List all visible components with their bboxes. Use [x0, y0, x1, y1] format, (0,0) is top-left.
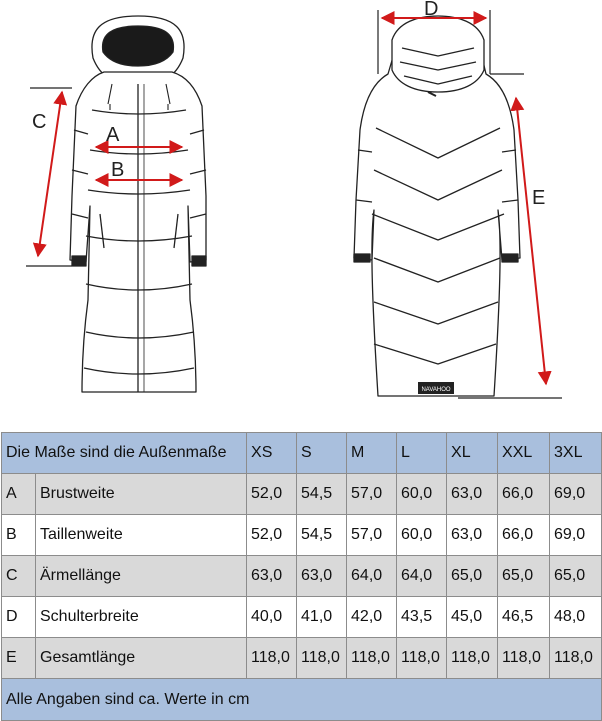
row-value: 54,5 [297, 474, 347, 515]
row-value: 64,0 [397, 556, 447, 597]
size-table [1, 432, 602, 721]
footer-note: Alle Angaben sind ca. Werte in cm [2, 679, 602, 721]
dimension-label-d: D [424, 0, 439, 20]
row-name: Ärmellänge [36, 556, 247, 597]
row-value: 43,5 [397, 597, 447, 638]
row-value: 54,5 [297, 515, 347, 556]
row-value: 46,5 [498, 597, 550, 638]
size-header: XL [447, 433, 498, 474]
row-name: Schulterbreite [36, 597, 247, 638]
coat-back-drawing [354, 16, 520, 396]
row-value: 60,0 [397, 515, 447, 556]
table-footer [2, 679, 602, 721]
row-value: 57,0 [347, 474, 397, 515]
size-header: XS [247, 433, 297, 474]
row-value: 40,0 [247, 597, 297, 638]
row-value: 65,0 [550, 556, 602, 597]
table-row [2, 556, 602, 597]
row-value: 69,0 [550, 515, 602, 556]
dimension-label-a: A [106, 124, 120, 146]
row-key: A [2, 474, 36, 515]
size-header: 3XL [550, 433, 602, 474]
row-key: D [2, 597, 36, 638]
coat-label-text: NAVAHOO [421, 387, 451, 393]
dimension-arrow-e [516, 98, 546, 384]
row-value: 63,0 [447, 515, 498, 556]
row-value: 52,0 [247, 515, 297, 556]
row-value: 42,0 [347, 597, 397, 638]
row-value: 63,0 [447, 474, 498, 515]
row-value: 63,0 [297, 556, 347, 597]
row-key: B [2, 515, 36, 556]
row-key: E [2, 638, 36, 679]
dimension-label-e: E [532, 187, 546, 209]
row-name: Gesamtlänge [36, 638, 247, 679]
row-value: 52,0 [247, 474, 297, 515]
size-header: L [397, 433, 447, 474]
row-value: 118,0 [247, 638, 297, 679]
row-value: 118,0 [498, 638, 550, 679]
row-value: 118,0 [550, 638, 602, 679]
row-value: 60,0 [397, 474, 447, 515]
row-value: 118,0 [397, 638, 447, 679]
row-value: 48,0 [550, 597, 602, 638]
row-value: 69,0 [550, 474, 602, 515]
row-value: 64,0 [347, 556, 397, 597]
table-row [2, 597, 602, 638]
row-name: Taillenweite [36, 515, 247, 556]
row-key: C [2, 556, 36, 597]
row-value: 118,0 [347, 638, 397, 679]
table-row [2, 515, 602, 556]
row-value: 118,0 [447, 638, 498, 679]
header-title: Die Maße sind die Außenmaße [2, 433, 247, 474]
row-value: 41,0 [297, 597, 347, 638]
dimension-label-b: B [111, 159, 125, 181]
row-value: 63,0 [247, 556, 297, 597]
size-header: M [347, 433, 397, 474]
size-header: S [297, 433, 347, 474]
row-value: 118,0 [297, 638, 347, 679]
table-row [2, 474, 602, 515]
row-name: Brustweite [36, 474, 247, 515]
dimension-label-c: C [32, 111, 47, 133]
row-value: 66,0 [498, 474, 550, 515]
row-value: 65,0 [498, 556, 550, 597]
row-value: 57,0 [347, 515, 397, 556]
row-value: 66,0 [498, 515, 550, 556]
coat-front-drawing [70, 16, 206, 392]
row-value: 45,0 [447, 597, 498, 638]
size-table-header [2, 433, 602, 474]
table-row [2, 638, 602, 679]
size-header: XXL [498, 433, 550, 474]
row-value: 65,0 [447, 556, 498, 597]
